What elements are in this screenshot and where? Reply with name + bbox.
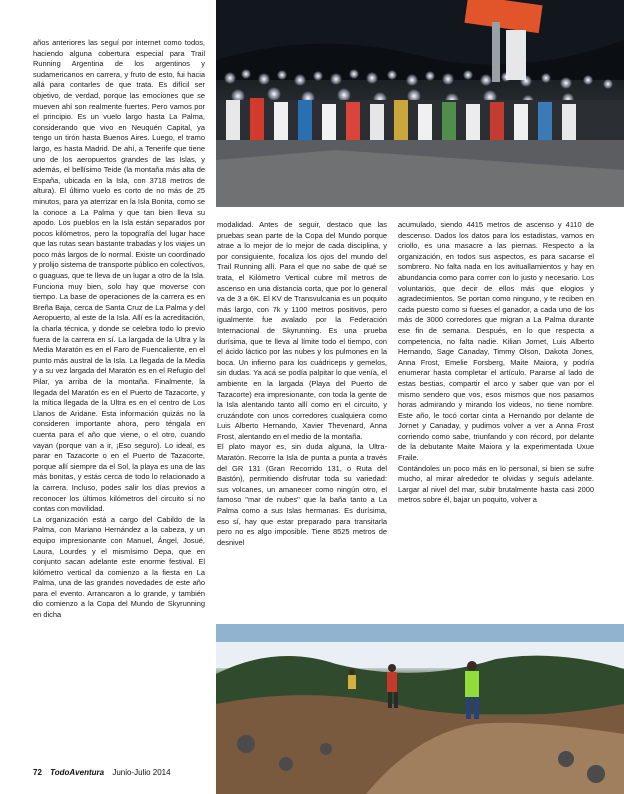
page-footer	[33, 768, 171, 777]
photo-race-start	[216, 0, 624, 207]
paragraph: Contándoles un poco más en lo personal, si bien se sufre mucho, al mirar alrededor te olvidas y seguís adelante. Largar al nivel del mar, subir brutalmente hasta casi 2000 metros sobre él, bajar un poquito, volver a	[398, 463, 594, 505]
paragraph: modalidad. Antes de seguir, destaco que las pruebas sean parte de la Copa del Mundo porque atrae a lo mejor de lo mejor de cada disciplina, y por consiguiente, focaliza los ojos del mundo del Trail Running allí. Para el que no sabe de qué se trata, el Kilómetro Vertical cubre mil metros de ascenso en una distancia corta, que por lo general va de 3 a 6K. El KV de Transvulcania es un poquito más largo, con 7k y 1100 metros positivos, pero igualmente fue avalado por la Federación Internacional de Skyrunning. Es una prueba durísima, que te lleva al límite todo el tiempo, con el ácido láctico por las nubes y los pulmones en la boca. Un infierno para los cuádriceps y gemelos, sin dudas. Ya acá se podía palpitar lo que venía, el ambiente en la largada (Playa del Puerto de Tazacorte) era impresionante, con toda la gente de la Isla alentando tanto allí como en el circuito, y cruzándote con unos corredores cualquiera como Luis Alberto Hernando, Xavier Thevenard, Anna Frost, alentando en el medio de la montaña.	[217, 220, 387, 441]
paragraph: La organización está a cargo del Cabildo de la Palma, con Mariano Hernández a la cabeza, y un equipo impresionante con Manuel, Ángel, Josué, Laura, Lourdes y el mismísimo Depa, que en conjunto sacan adelante este enorme festival. El kilómetro vertical da comienzo a la fiesta en La Palma, una de las grandes novedades de este año para el evento. Arrancaron a lo grande, y también dio comienzo a la Copa del Mundo de Skyrunning en dicha	[33, 514, 205, 620]
race-start-illustration	[216, 0, 624, 207]
article-column-2	[217, 220, 387, 548]
article-column-3	[398, 220, 594, 506]
issue-date: Junio-Julio 2014	[112, 768, 171, 777]
paragraph: acumulado, siendo 4415 metros de ascenso y 4110 de descenso. Dados los datos para los estadistas, vamos en criollo, es una masacre a las piernas. Respecto a la organización, en todos sus aspectos, es para sacarse el sombrero. No falta nada en los avituallamientos y hay en abundancia como para correr con lo justo y necesario. Los voluntarios, que decir de ellos más que elogios y agradecimientos. Se portan como ninguno, y te reciben en cada puesto como si fueses el ganador, a cada uno de los más de 3000 corredores que migran a La Palma durante ese fin de semana. Después, en lo que respecta a competencia, no falta nadie. Kilian Jornet, Luis Alberto Hernando, Sage Canaday, Timmy Olson, Dakota Jones, Anna Frost, Emelie Forsberg, Maite Maiora, y podría enumerar hasta completar el artículo. Pararse al lado de estas bestias, compartir el arco y saber que van por el mismo sendero que vos, esos mismos que nos pasamos horas admirando y mirando los videos, no tiene nombre. Este año, le tocó cortar cinta a Hernando por delante de Jornet y Canaday, y pudimos volver a ver a Anna Frost corriendo como sabe, triunfando y con récord, por delante de la debutante Maite Maiora y la experimentada Uxue Fraile.	[398, 220, 594, 463]
article-column-1	[33, 38, 205, 621]
magazine-brand: TodoAventura	[50, 768, 105, 777]
page-number: 72	[33, 768, 42, 777]
trail-runners-illustration	[216, 624, 624, 794]
photo-trail-runners	[216, 624, 624, 794]
paragraph: años anteriores las seguí por internet como todos, haciendo alguna cobertura especial para Trail Running Argentina de los argentinos y sudamericanos en carrera, y fruto de esto, fui hacia allá para contarles de que trata. Es difícil ser objetivo, de verdad, porque las emociones que se mueven ahí son realmente fuertes. Pero vamos por el principio. Es un vuelo largo hasta La Palma, considerando que vivo en Neuquén Capital, ya tengo un tirón hasta Buenos Aires. Luego, el tramo largo, es hasta Madrid. De ahí, a Tenerife que tiene uno de los aeropuertos grandes de las Islas, y además, el bellísimo Teide (la montaña más alta de España, ubicada en la Isla, con 3718 metros de altura). El último vuelo es corto de no más de 25 minutos, para ya aterrizar en la Isla Bonita, como se la conoce a La Palma y que tan bien lleva su apodo. Los pueblos en la Isla están separados por pocos kilómetros, pero la topografía del lugar hace que las rutas sean bastante trabadas y los viajes un poco más largos de lo normal. Existe un coordinado y prolijo sistema de transporte público en colectivos, o guaguas, que te lleva de un lugar a otro de la Isla. Funciona muy bien, solo hay que moverse con tiempo. La base de operaciones de la carrera es en Breña Baja, cerca de Santa Cruz de La Palma y del Aeropuerto, al este de la Isla. Allí es la acreditación, la charla técnica, y donde se celebra todo lo previo fuera de la carrera en sí. La largada de la Ultra y la Media Maratón es en el Faro de Fuencaliente, en el punto más austral de la Isla. La llegada de la Media y a su vez largada del Maratón es en el Refugio del Pilar, ya arriba de la montaña. Finalmente, la llegada del Maratón es en el Puerto de Tazacorte, y la mítica llegada de la Ultra es en el centro de Los Llanos de Aridane. Esta información quizás no la consideren importante ahora, pero téngala en cuenta para el año que viene, o el otro, cuando vayan (porque van a ir, ¡Eso seguro). Lo ideal, es parar en Tazacorte o en el Puerto de Tazacorte, porque allí siempre da el Sol, la playa es una de las más bonitas, y estás cerca de todo lo relacionado a la carrera. Incluso, podes salir los días previos a reconocer los últimos kilómetros del circuito si no contas con movilidad.	[33, 38, 205, 514]
paragraph: El plato mayor es, sin duda alguna, la Ultra-Maratón. Recorre la Isla de punta a punta a través del GR 131 (Gran Recorrido 131, o Ruta del Bastón), permitiendo disfrutar toda su variedad: sus volcanes, un amanecer como ningún otro, el famoso "mar de nubes" que la baña tanto a La Palma como a sus Islas hermanas. Es durísima, eso sí, hay que estar preparado para transitarla pero no es algo imposible. Tiene 8525 metros de desnivel	[217, 442, 387, 547]
